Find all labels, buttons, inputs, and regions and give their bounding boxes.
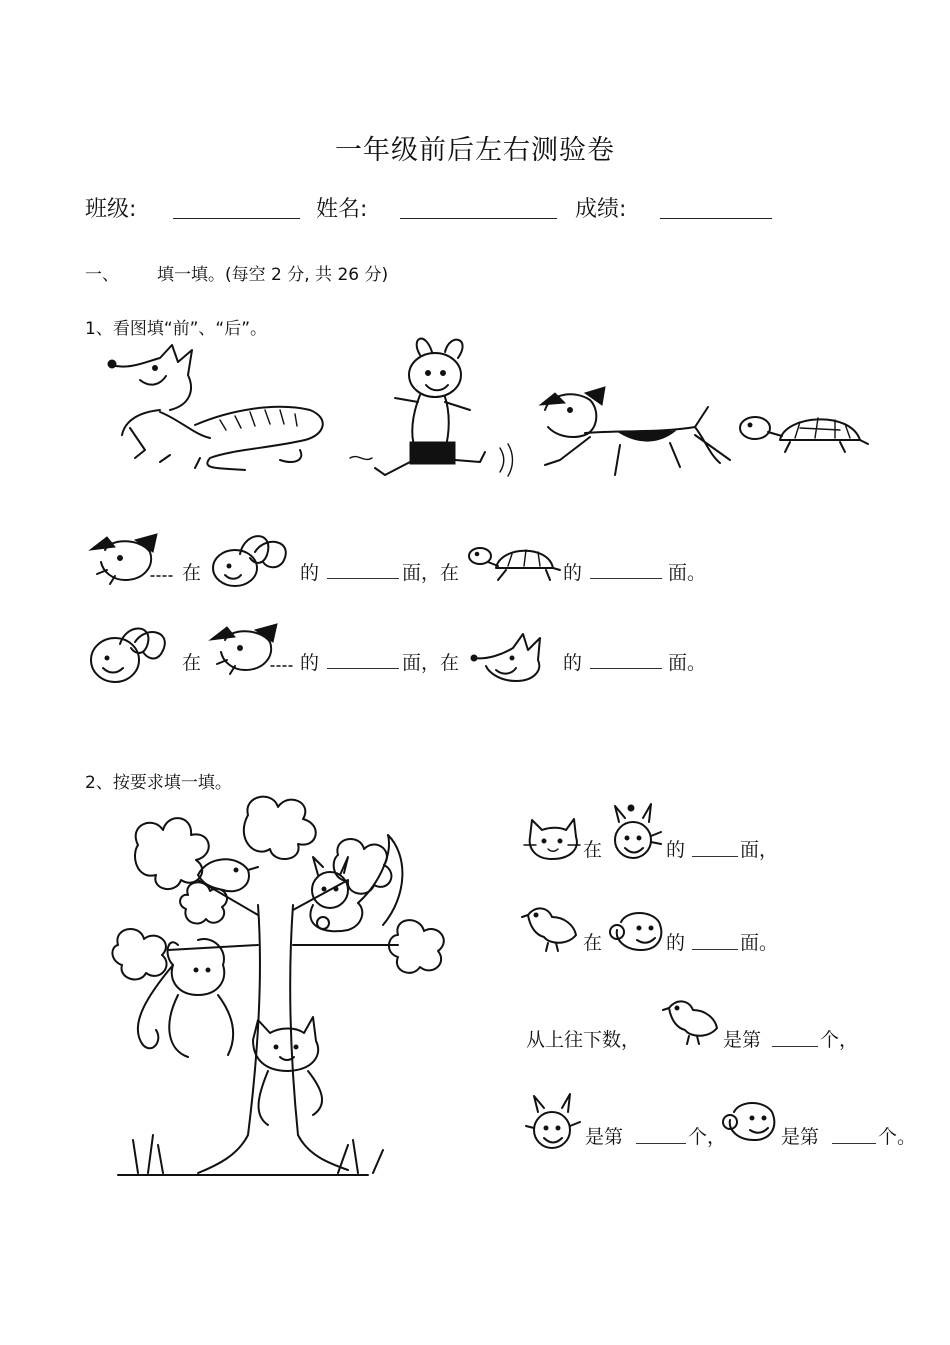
rabbit-head-icon (205, 530, 300, 590)
q2-line1-de: 的 (666, 839, 686, 861)
row1-de-1: 的 (300, 562, 320, 584)
section-heading: 填一填。(每空 2 分, 共 26 分) (157, 265, 389, 285)
squirrel-head-icon (605, 800, 665, 862)
row2-de-2: 的 (563, 652, 583, 674)
q2-line1-mian: 面， (740, 839, 779, 861)
cat-icon (253, 1017, 322, 1125)
monkey-head-icon (720, 1098, 780, 1146)
q2-line2-blank[interactable] (692, 931, 738, 950)
class-blank[interactable] (173, 218, 300, 219)
row1-mian-zai: 面，在 (402, 562, 460, 584)
turtle-icon (740, 417, 868, 452)
row2-de-1: 的 (300, 652, 320, 674)
dog-head-icon (85, 532, 180, 592)
dog-head-icon (205, 622, 300, 682)
q2-line2-mian: 面。 (740, 932, 779, 954)
row1-blank-1[interactable] (327, 560, 399, 579)
name-blank[interactable] (400, 218, 557, 219)
q2-line4-blank-2[interactable] (832, 1125, 876, 1144)
q2-line4-shi-2: 是第 (781, 1126, 820, 1148)
fox-head-icon (468, 626, 563, 686)
turtle-small-icon (468, 540, 563, 590)
row2-blank-2[interactable] (590, 650, 662, 669)
page-title: 一年级前后左右测验卷 (335, 135, 615, 166)
running-animals-picture (100, 340, 870, 500)
q2-line1-zai: 在 (583, 839, 603, 861)
row1-mian-end: 面。 (668, 562, 707, 584)
class-label: 班级: (85, 197, 137, 222)
q2-line3-ge: 个， (820, 1029, 859, 1051)
name-label: 姓名: (316, 197, 368, 222)
q2-line3-shi: 是第 (723, 1029, 762, 1051)
row1-zai-1: 在 (182, 562, 202, 584)
q2-line4-shi-1: 是第 (585, 1126, 624, 1148)
q2-line3-blank[interactable] (772, 1028, 818, 1047)
score-label: 成绩: (575, 197, 627, 222)
q2-line2-zai: 在 (583, 932, 603, 954)
q2-line4-ge-2: 个。 (878, 1126, 917, 1148)
squirrel-head-icon (524, 1090, 584, 1152)
rabbit-icon (350, 339, 513, 476)
row1-blank-2[interactable] (590, 560, 662, 579)
rabbit-head-icon (85, 622, 180, 687)
section-number: 一、 (85, 265, 119, 285)
dog-icon (540, 387, 730, 475)
bird-icon (663, 998, 723, 1046)
q2-line3-prefix: 从上往下数， (526, 1029, 641, 1051)
monkey-head-icon (607, 908, 667, 956)
q2-line2-de: 的 (666, 932, 686, 954)
row2-blank-1[interactable] (327, 650, 399, 669)
q2-line4-ge-1: 个， (688, 1126, 727, 1148)
question-2-label: 2、按要求填一填。 (85, 773, 232, 793)
bird-icon (522, 905, 582, 953)
cat-head-icon (522, 815, 582, 865)
row2-zai-1: 在 (182, 652, 202, 674)
question-1-label: 1、看图填“前”、“后”。 (85, 319, 268, 339)
score-blank[interactable] (660, 218, 772, 219)
q2-line4-blank-1[interactable] (636, 1125, 686, 1144)
row1-de-2: 的 (563, 562, 583, 584)
tree-animals-picture (108, 795, 453, 1185)
row2-mian-end: 面。 (668, 652, 707, 674)
monkey-icon (138, 939, 233, 1057)
q2-line1-blank[interactable] (692, 838, 738, 857)
row2-mian-zai: 面，在 (402, 652, 460, 674)
fox-icon (108, 345, 323, 470)
